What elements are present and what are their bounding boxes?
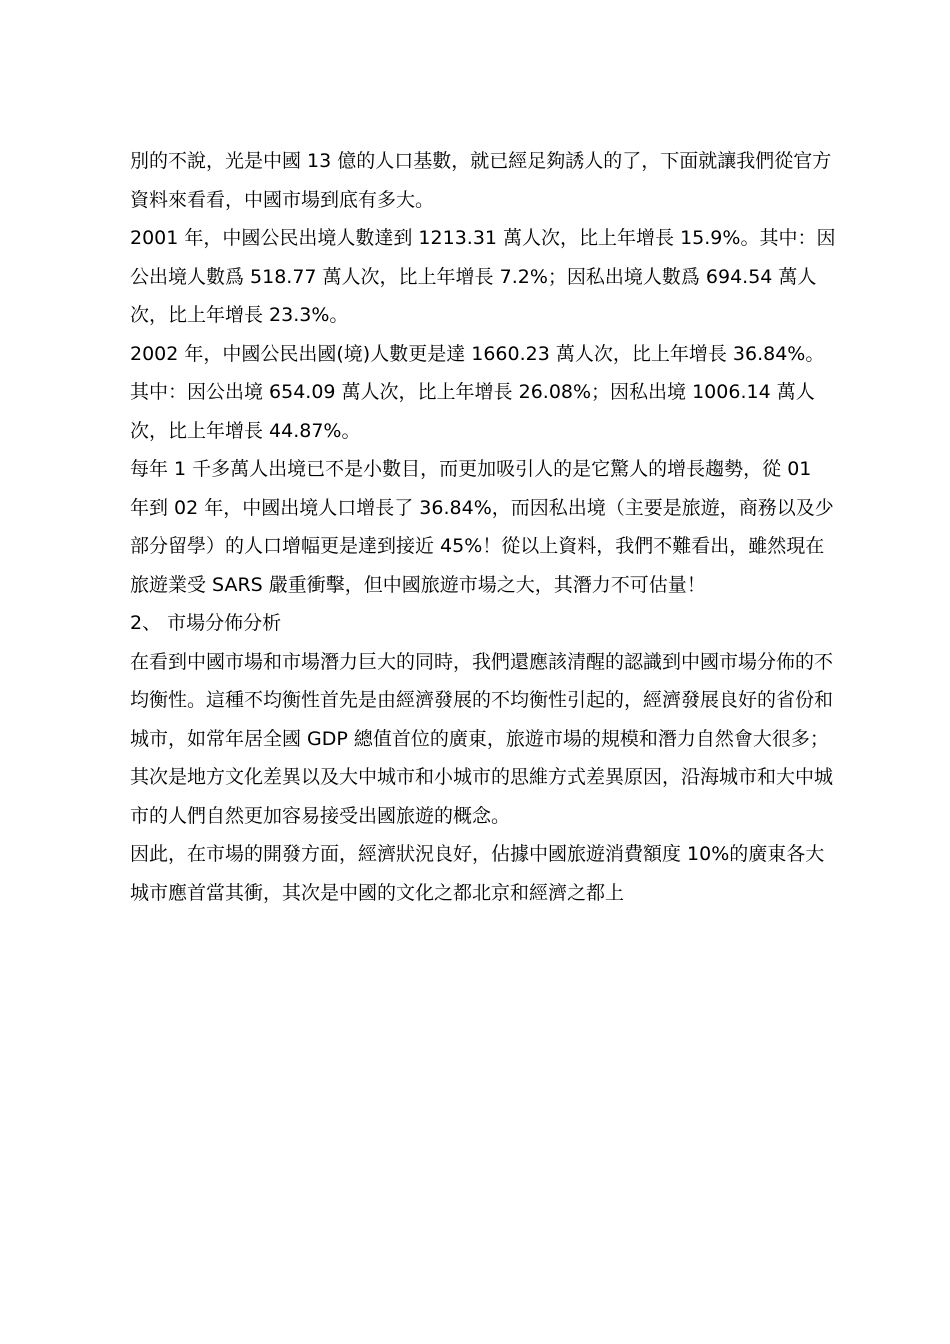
paragraph-market-imbalance: 在看到中國市場和市場潛力巨大的同時，我們還應該清醒的認識到中國市場分佈的不均衡性。這種不均衡性首先是由經濟發展的不均衡性引起的，經濟發展良好的省份和城市，如常年居全國 GDP 總值首位的廣東，旅遊市場的規模和潛力自然會大很多；其次是地方文化差異以及大中城市和小城市的思維方式差異原因，沿海城市和大中城市的人們自然更加容易接受出國旅遊的概念。 [130, 650, 834, 827]
section-heading-market-distribution: 2、 市場分佈分析 [130, 612, 282, 634]
paragraph-2002-stats: 2002 年，中國公民出國(境)人數更是達 1660.23 萬人次，比上年增長 36.84%。其中：因公出境 654.09 萬人次，比上年增長 26.08%；因私出境 1006.14 萬人次，比上年增長 44.87%。 [130, 342, 825, 442]
document-body [130, 142, 836, 912]
paragraph-2001-stats: 2001 年，中國公民出境人數達到 1213.31 萬人次，比上年增長 15.9%。其中：因公出境人數爲 518.77 萬人次，比上年增長 7.2%；因私出境人數爲 694.54 萬人次，比上年增長 23.3%。 [130, 227, 836, 326]
paragraph-market-development: 因此，在市場的開發方面，經濟狀況良好，佔據中國旅遊消費額度 10%的廣東各大城市應首當其衝，其次是中國的文化之都北京和經濟之都上 [130, 843, 825, 904]
paragraph-population-intro: 別的不說，光是中國 13 億的人口基數，就已經足夠誘人的了，下面就讓我們從官方資料來看看，中國市場到底有多大。 [130, 150, 832, 211]
paragraph-growth-trend: 每年 1 千多萬人出境已不是小數目，而更加吸引人的是它驚人的增長趨勢，從 01 年到 02 年，中國出境人口增長了 36.84%，而因私出境（主要是旅遊，商務以及少部分留學）的人口增幅更是達到接近 45%！從以上資料，我們不難看出，雖然現在旅遊業受 SARS 嚴重衝擊，但中國旅遊市場之大，其潛力不可估量！ [130, 458, 834, 596]
